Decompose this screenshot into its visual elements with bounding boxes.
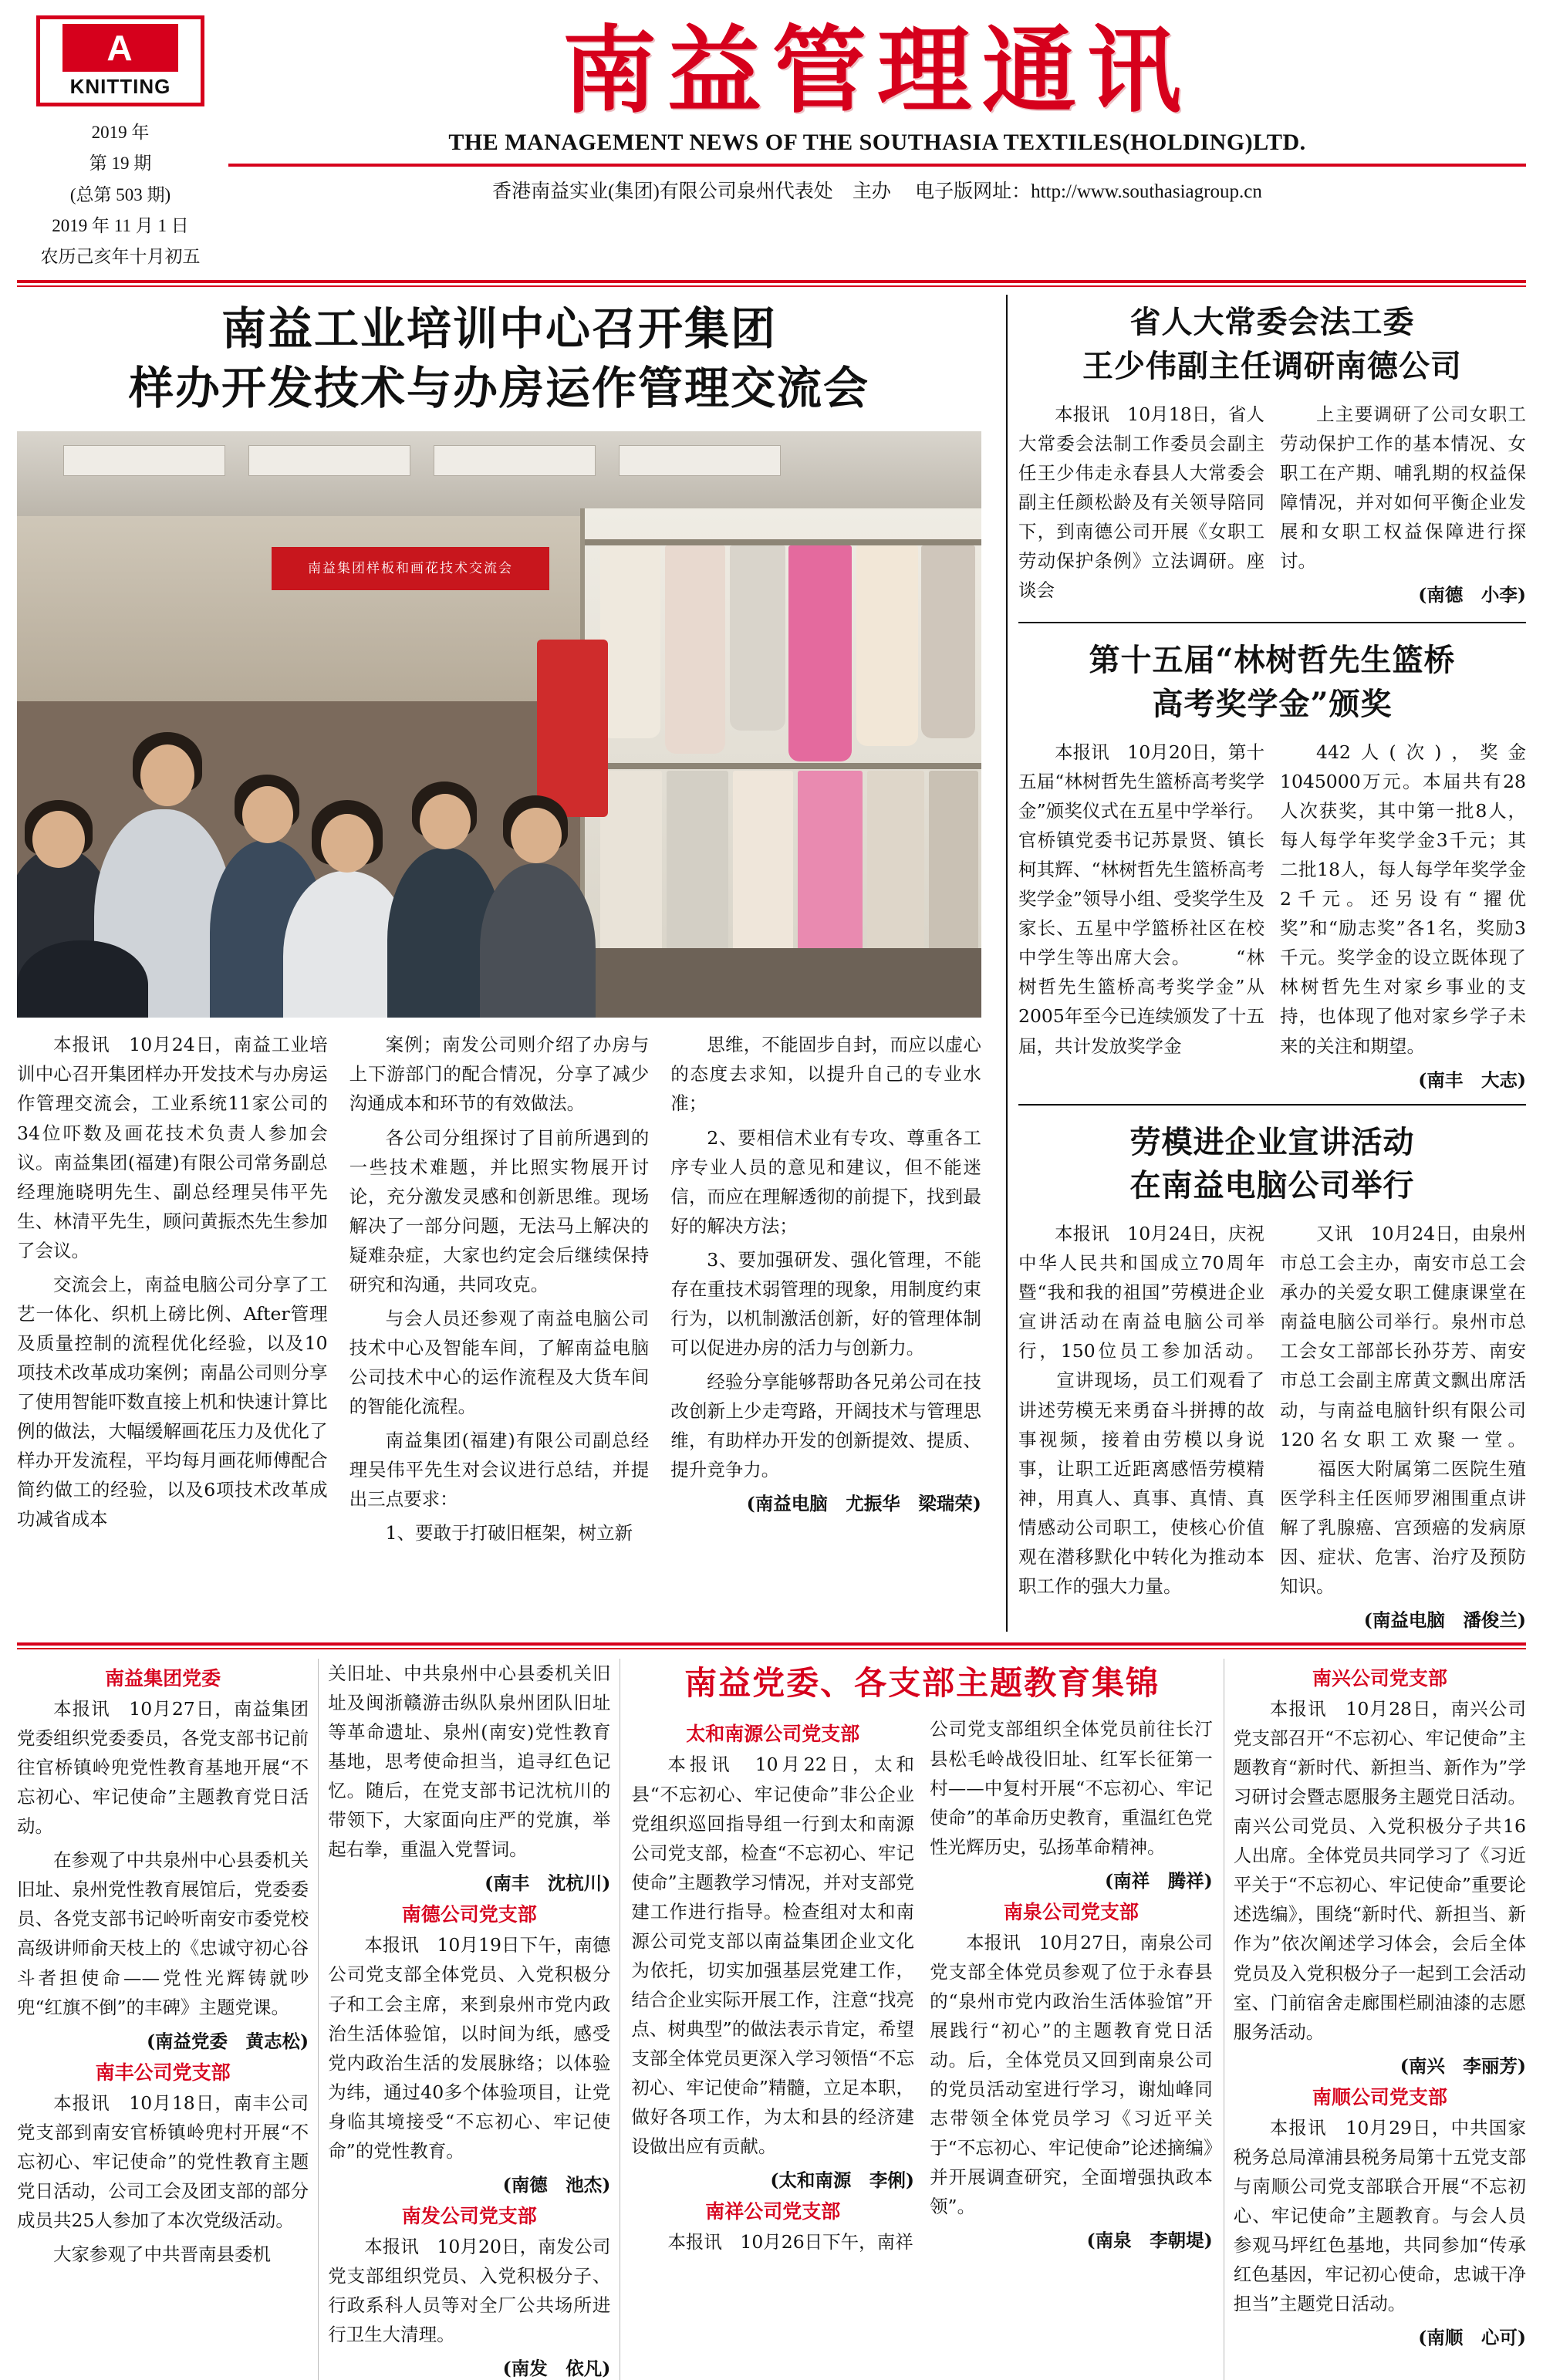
article-byline: (南兴 李丽芳) xyxy=(1400,2054,1526,2077)
article-byline: (太和南源 李俐) xyxy=(770,2169,915,2192)
paragraph: 本报讯 10月20日，第十五届“林树哲先生篮桥高考奖学金”颁奖仪式在五星中学举行。官桥镇党委书记苏景贤、镇长柯其辉、“林树哲先生篮桥高考奖学金”领导小组、受奖学生及家长、五星中学篮桥社区在校中学生等出席大会。 “林树哲先生篮桥高考奖学金”从2005年至今已连续颁发了十五届，共计发放奖学金 xyxy=(1018,741,1264,1057)
section-subhead: 太和南源公司党支部 xyxy=(686,1723,860,1746)
headline-line2: 在南益电脑公司举行 xyxy=(1129,1167,1415,1204)
bottom-col-5 xyxy=(1224,1659,1526,2380)
article-scholarship xyxy=(1018,633,1526,1091)
article-byline: (南德 小李) xyxy=(1418,584,1526,606)
issue-year: 2019 年 xyxy=(91,123,150,142)
paragraph: 上主要调研了公司女职工劳动保护工作的基本情况、女职工在产期、哺乳期的权益保障情况，并对如何平衡企业发展和女职工权益保障进行探讨。 xyxy=(1280,403,1526,572)
article-headline xyxy=(1018,633,1526,738)
paragraph: 2、要相信术业有专攻、尊重各工序专业人员的意见和建议，但不能迷信，而应在理解透彻的前提下，找到最好的解决方法； xyxy=(670,1126,981,1237)
masthead-logo-column xyxy=(17,12,224,272)
main-area xyxy=(17,295,1526,1632)
issue-info xyxy=(17,117,224,272)
bottom-col-4 xyxy=(922,1714,1213,2261)
website-label: 电子版网址： xyxy=(915,181,1031,202)
paragraph: 1、要敢于打破旧框架，树立新 xyxy=(385,1522,633,1544)
article-byline: (南德 池杰) xyxy=(502,2173,611,2196)
lead-headline-line2: 样办开发技术与办房运作管理交流会 xyxy=(128,361,869,414)
paragraph: 关旧址、中共泉州中心县委机关旧址及闽浙赣游击纵队泉州团队旧址等革命遗址、泉州(南安)党性教育基地，思考使命担当，追寻红色记忆。随后，在党支部书记沈杭川的带领下，大家面向庄严的党旗，举起右拳，重温入党誓词。 xyxy=(328,1662,611,1861)
lead-headline xyxy=(17,295,981,431)
paragraph: 公司党支部组织全体党员前往长汀县松毛岭战役旧址、红军长征第一村——中复村开展“不忘初心、牢记使命”的革命历史教育，重温红色党性光辉历史，弘扬革命精神。 xyxy=(930,1718,1213,1858)
article-byline: (南泉 李朝堤) xyxy=(1086,2230,1213,2252)
paragraph: 又讯 10月24日，由泉州市总工会主办，南安市总工会承办的关爱女职工健康课堂在南益电脑公司举行。泉州市总工会女工部部长孙芬芳、南安市总工会副主席黄文飘出席活动，与南益电脑针织有限公司120名女职工欢聚一堂。 福医大附属第二医院生殖医学科主任医师罗湘围重点讲解了乳腺癌、宫颈癌的发病原因、症状、危害、治疗及预防知识。 xyxy=(1280,1223,1526,1597)
headline-line1: 第十五届“林树哲先生篮桥 xyxy=(1089,642,1456,679)
article-columns xyxy=(1018,1219,1526,1632)
website-url[interactable]: http://www.southasiagroup.cn xyxy=(1031,181,1262,202)
lead-col-1 xyxy=(17,1030,339,1552)
logo-letter-a: A xyxy=(62,24,178,72)
article-separator xyxy=(1018,622,1526,623)
masthead-bottom-rule-thin xyxy=(17,285,1526,287)
feature-columns xyxy=(631,1714,1212,2261)
article-byline: (南发 依凡) xyxy=(502,2358,611,2380)
paragraph: 本报讯 10月29日，中共国家税务总局漳浦县税务局第十五党支部与南顺公司党支部联合开展“不忘初心、牢记使命”主题教育。与会人员参观马坪红色基地，共同参加“传承红色基因，牢记初心使命，忠诚干净担当”主题党日活动。 xyxy=(1233,2116,1526,2315)
publisher-line xyxy=(228,167,1526,204)
paragraph: 本报讯 10月28日，南兴公司党支部召开“不忘初心、牢记使命”主题教育“新时代、新担当、新作为”学习研讨会暨志愿服务主题党日活动。南兴公司党员、入党积极分子共16人出席。全体党员共同学习了《习近平关于“不忘初心、牢记使命”重要论述选编》，围绕“新时代、新担当、新作为”依次阐述学习体会，会后全体党员及入党积极分子一起到工会活动室、门前宿舍走廊围栏刷油漆的志愿服务活动。 xyxy=(1233,1697,1526,2043)
bottom-columns xyxy=(17,1659,1526,2380)
article-separator xyxy=(1018,1104,1526,1106)
section-subhead: 南益集团党委 xyxy=(105,1666,221,1690)
article-byline: (南丰 沈杭川) xyxy=(485,1872,611,1895)
paragraph: 各公司分组探讨了目前所遇到的一些技术难题，并比照实物展开讨论，充分激发灵感和创新思维。现场解决了一部分问题，无法马上解决的疑难杂症，大家也约定会后继续保持研究和沟通，共同攻克。 xyxy=(349,1126,650,1295)
section-subhead: 南德公司党支部 xyxy=(401,1903,537,1926)
article-columns xyxy=(1018,738,1526,1092)
headline-line2: 王少伟副主任调研南德公司 xyxy=(1082,348,1462,385)
paragraph: 本报讯 10月27日，南泉公司党支部全体党员参观了位于永春县的“泉州市党内政治生活体验馆”开展践行“初心”的主题教育党日活动。后，全体党员又回到南泉公司的党员活动室进行学习，谢灿峰同志带领全体党员学习《习近平关于“不忘初心、牢记使命”论述摘编》并开展调查研究，全面增强执政本领”。 xyxy=(930,1931,1213,2218)
paragraph: 南益集团(福建)有限公司副总经理吴伟平先生对会议进行总结，并提出三点要求： xyxy=(349,1430,650,1511)
photo-fabric-rack xyxy=(580,508,981,1018)
bottom-divider-thin xyxy=(17,1648,1526,1649)
paragraph: 442人(次)，奖金1045000万元。本届共有28人次获奖，其中第一批8人，每人每学年奖学金3千元；其二批18人，每人每学年奖学金2千元。还另设有“擢优奖”和“励志奖”各1名，奖励3千元。奖学金的设立既体现了林树哲先生对家乡事业的支持，也体现了他对家乡学子未来的关注和期望。 xyxy=(1280,741,1526,1057)
lead-col-3 xyxy=(660,1030,981,1552)
paragraph: 交流会上，南益电脑公司分享了工艺一体化、织机上磅比例、After管理及质量控制的流程优化经验，以及10项技术改革成功案例；南晶公司则分享了使用智能吓数直接上机和快速计算比例的做法，大幅缓解画花压力及优化了样办开发流程，平均每月画花师傅配合简约做工的经验，以及6项技术改革成功减省成本 xyxy=(17,1273,328,1531)
paragraph: 3、要加强研发、强化管理，不能存在重技术弱管理的现象，用制度约束行为，以机制激活创新，好的管理体制可以促进办房的活力与创新力。 xyxy=(670,1248,981,1359)
paragraph: 经验分享能够帮助各兄弟公司在技改创新上少走弯路，开阔技术与管理思维，有助样办开发的创新提效、提质、提升竞争力。 xyxy=(670,1371,981,1481)
paragraph: 思维，不能固步自封，而应以虚心的态度去求知，以提升自己的专业水准； xyxy=(670,1034,981,1115)
column-divider xyxy=(1006,295,1008,1632)
masthead xyxy=(17,12,1526,272)
paragraph: 案例；南发公司则介绍了办房与上下游部门的配合情况，分享了减少沟通成本和环节的有效做法。 xyxy=(349,1034,650,1115)
issue-total: (总第 503 期) xyxy=(69,184,171,204)
headline-line1: 省人大常委会法工委 xyxy=(1129,304,1415,341)
paragraph: 大家参观了中共晋南县委机 xyxy=(53,2243,271,2265)
headline-line2: 高考奖学金”颁奖 xyxy=(1152,686,1393,723)
bottom-col-2 xyxy=(319,1659,620,2380)
publisher-name: 香港南益实业(集团)有限公司泉州代表处 xyxy=(492,181,833,202)
publisher-role: 主办 xyxy=(852,181,891,202)
article-byline: (南顺 心可) xyxy=(1418,2327,1526,2349)
brand-logo xyxy=(36,15,204,106)
feature-banner-title: 南益党委、各支部主题教育集锦 xyxy=(684,1663,1160,1702)
article-col-2 xyxy=(1272,1219,1526,1632)
section-subhead: 南丰公司党支部 xyxy=(95,2061,231,2084)
newspaper-title-en: THE MANAGEMENT NEWS OF THE SOUTHASIA TEXTILES(HOLDING)LTD. xyxy=(448,130,1306,155)
article-col-2 xyxy=(1272,400,1526,609)
bottom-section xyxy=(17,1642,1526,2380)
issue-lunar-date: 农历己亥年十月初五 xyxy=(40,247,201,266)
lead-photo xyxy=(17,431,981,1018)
lead-body-columns xyxy=(17,1030,981,1552)
bottom-col-1 xyxy=(17,1659,319,2380)
logo-wordmark: KNITTING xyxy=(69,74,171,98)
article-col-1 xyxy=(1018,738,1272,1092)
paragraph: 本报讯 10月24日，庆祝中华人民共和国成立70周年暨“我和我的祖国”劳模进企业宣讲活动在南益电脑公司举行，150位员工参加活动。 宣讲现场，员工们观看了讲述劳模无来勇奋斗拼搏的故事视频，接着由劳模以身说事，让职工近距离感悟劳模精神，用真人、真事、真情、真情感动公司职工，使核心价值观在潜移默化中转化为推动本职工作的强大力量。 xyxy=(1018,1223,1264,1597)
issue-number: 第 19 期 xyxy=(89,154,152,174)
article-provincial-npc xyxy=(1018,295,1526,609)
article-byline: (南益电脑 潘俊兰) xyxy=(1363,1609,1526,1631)
paragraph: 本报讯 10月19日下午，南德公司党支部全体党员、入党积极分子和工会主席，来到泉州市党内政治生活体验馆，以时间为纸，感受党内政治生活的发展脉络；以体验为纬，通过40多个体验项目，让党身临其境接受“不忘初心、牢记使命”的党性教育。 xyxy=(328,1934,611,2162)
article-byline: (南益党委 黄志松) xyxy=(146,2030,309,2052)
lead-col-2 xyxy=(339,1030,660,1552)
article-col-1 xyxy=(1018,400,1272,609)
headline-line1: 劳模进企业宣讲活动 xyxy=(1129,1123,1415,1160)
lead-headline-line1: 南益工业培训中心召开集团 xyxy=(221,302,777,356)
newspaper-title-cn: 南益管理通讯 xyxy=(562,15,1192,126)
issue-date: 2019 年 11 月 1 日 xyxy=(52,215,189,235)
paragraph: 本报讯 10月24日，南益工业培训中心召开集团样办开发技术与办房运作管理交流会，工业系统11家公司的34位吓数及画花技术负责人参加会议。南益集团(福建)有限公司常务副总经理施晓明先生、副总经理吴伟平先生、林清平先生，顾问黄振杰先生参加了会议。 xyxy=(17,1034,328,1261)
article-col-2 xyxy=(1272,738,1526,1092)
bottom-center-feature xyxy=(620,1659,1224,2380)
section-subhead: 南泉公司党支部 xyxy=(1003,1900,1139,1923)
lead-story xyxy=(17,295,995,1632)
article-byline: (南益电脑 尤振华 梁瑞荣) xyxy=(746,1493,981,1515)
article-model-worker xyxy=(1018,1115,1526,1632)
paragraph: 本报讯 10月18日，南丰公司党支部到南安官桥镇岭兜村开展“不忘初心、牢记使命”的党性教育主题党日活动，公司工会及团支部的部分成员共25人参加了本次党级活动。 xyxy=(17,2091,309,2231)
paragraph: 本报讯 10月26日下午，南祥 xyxy=(667,2231,913,2253)
photo-banner: 南益集团样板和画花技术交流会 xyxy=(272,547,549,590)
paragraph: 本报讯 10月22日，太和县“不忘初心、牢记使命”非公企业党组织巡回指导组一行到太和南源公司党支部，检查“不忘初心、牢记使命”主题教学习情况，并对支部党建工作进行指导。检查组对太和南源公司党支部以南益集团企业文化为依托，切实加强基层党建工作，结合企业实际开展工作，注意“找亮点、树典型”的做法表示肯定，希望支部全体党员更深入学习领悟“不忘初心、牢记使命”精髓，立足本职，做好各项工作，为太和县的经济建设做出应有贡献。 xyxy=(631,1754,915,2158)
article-col-1 xyxy=(1018,1219,1272,1632)
article-headline xyxy=(1018,295,1526,400)
masthead-bottom-rule xyxy=(17,280,1526,283)
article-headline xyxy=(1018,1115,1526,1220)
article-byline: (南丰 大志) xyxy=(1418,1068,1526,1091)
article-columns xyxy=(1018,400,1526,609)
section-subhead: 南发公司党支部 xyxy=(401,2204,537,2227)
article-byline: (南祥 腾祥) xyxy=(1105,1869,1213,1892)
section-subhead: 南兴公司党支部 xyxy=(1312,1666,1447,1690)
bottom-col-3 xyxy=(631,1714,922,2261)
section-subhead: 南顺公司党支部 xyxy=(1312,2085,1447,2108)
paragraph: 本报讯 10月27日，南益集团党委组织党委委员，各党支部书记前往官桥镇岭兜党性教育基地开展“不忘初心、牢记使命”主题教育党日活动。 xyxy=(17,1697,309,1838)
right-articles xyxy=(1018,295,1526,1632)
bottom-divider-thick xyxy=(17,1642,1526,1646)
photo-crowd xyxy=(17,616,634,1018)
paragraph: 本报讯 10月20日，南发公司党支部组织党员、入党积极分子、行政系科人员等对全厂公共场所进行卫生大清理。 xyxy=(328,2235,611,2346)
paragraph: 本报讯 10月18日，省人大常委会法制工作委员会副主任王少伟走永春县人大常委会副主任颜松龄及有关领导陪同下，到南德公司开展《女职工劳动保护条例》立法调研。座谈会 xyxy=(1018,403,1264,602)
paragraph: 与会人员还参观了南益电脑公司技术中心及智能车间，了解南益电脑公司技术中心的运作流程及大货车间的智能化流程。 xyxy=(349,1307,650,1418)
masthead-title-column xyxy=(224,12,1526,204)
paragraph: 在参观了中共泉州中心县委机关旧址、泉州党性教育展馆后，党委委员、各党支部书记岭听南安市委党校高级讲师俞天枝上的《忠诚守初心谷斗者担使命——党性光辉铸就吵兜“红旗不倒”的丰碑》主题党课。 xyxy=(17,1849,309,2018)
section-subhead: 南祥公司党支部 xyxy=(705,2200,841,2223)
